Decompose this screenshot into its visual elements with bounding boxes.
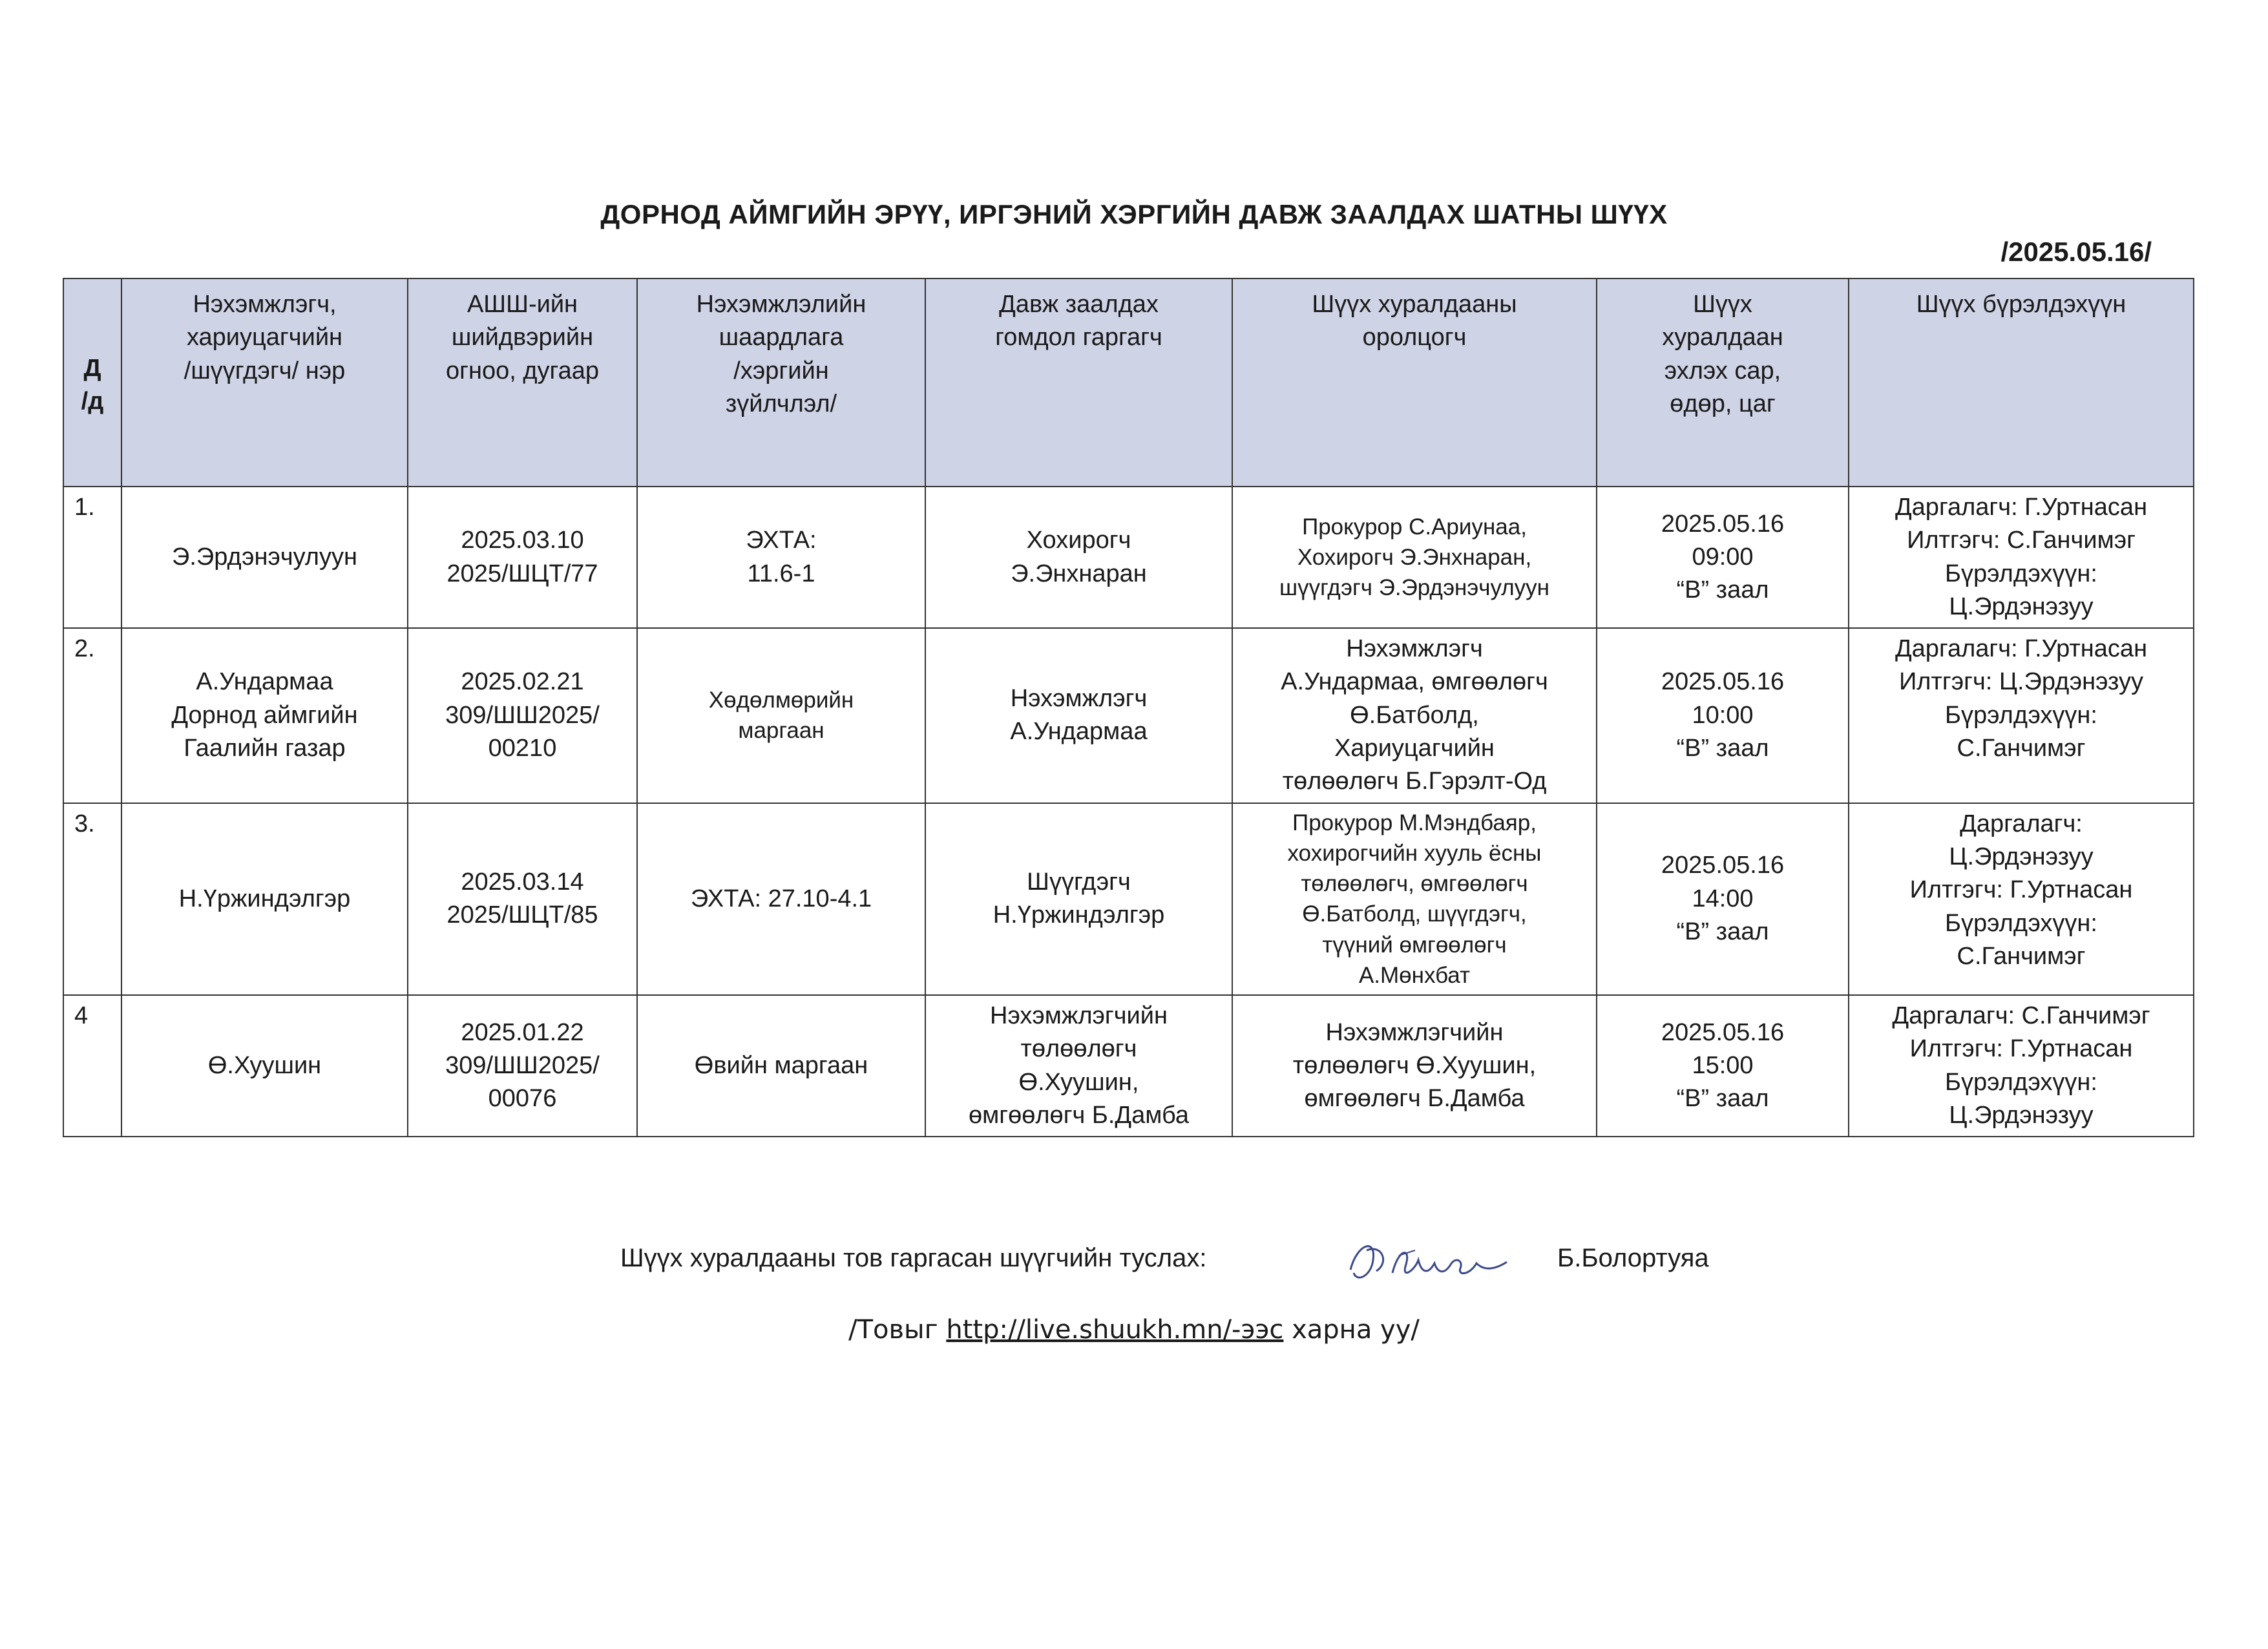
cell-line: Ө.Батболд, (1350, 701, 1479, 729)
cell-line: Илтгэгч: Г.Уртнасан (1909, 876, 2133, 904)
header-line: Давж заалдах (999, 291, 1159, 318)
cell-line: Даргалагч: Г.Уртнасан (1895, 635, 2148, 663)
cell-line: Ц.Эрдэнэзуу (1949, 843, 2094, 870)
cell-panel (1849, 487, 2194, 628)
cell-no: 2. (63, 628, 121, 803)
cell-line: 09:00 (1692, 543, 1754, 571)
cell-line: А.Ундармаа (196, 668, 333, 696)
cell-line: 15:00 (1692, 1052, 1754, 1080)
cell-line: Дорнод аймгийн (171, 701, 358, 729)
cell-line: 00076 (488, 1085, 557, 1113)
cell-line: Ө.Хуушин, (1018, 1068, 1139, 1096)
cell-line: Бүрэлдэхүүн: (1945, 909, 2097, 937)
table-row (63, 803, 2194, 996)
header-line: оролцогч (1362, 324, 1467, 352)
cell-line: Илтгэгч: Г.Уртнасан (1909, 1035, 2133, 1063)
cell-party (121, 803, 408, 996)
cell-line: Э.Энхнаран (1011, 560, 1147, 587)
hearing-schedule-table (63, 278, 2194, 1137)
cell-line: Өвийн маргаан (694, 1052, 868, 1080)
cell-line: Хохирогч (1026, 527, 1131, 554)
table-row (63, 487, 2194, 628)
cell-line: төлөөлөгч, өмгөөлөгч (1301, 871, 1528, 897)
cell-party (121, 995, 408, 1137)
cell-line: Даргалагч: Г.Уртнасан (1895, 494, 2148, 521)
cell-line: Илтгэгч: Ц.Эрдэнэзуу (1898, 668, 2144, 696)
column-header-appellant (925, 278, 1232, 487)
cell-decision (408, 628, 637, 803)
cell-line: хохирогчийн хууль ёсны (1287, 840, 1542, 866)
cell-line: 2025.05.16 (1661, 852, 1785, 879)
column-header-decision (408, 278, 637, 487)
cell-time (1597, 628, 1849, 803)
cell-claim (637, 803, 925, 996)
cell-line: ЭХТА: 27.10-4.1 (690, 885, 872, 912)
cell-party (121, 628, 408, 803)
cell-line: Даргалагч: С.Ганчимэг (1892, 1002, 2150, 1030)
signature-image (1338, 1224, 1518, 1296)
header-line: Нэхэмжлэлийн (696, 291, 866, 318)
cell-line: 2025/ШЦТ/85 (446, 901, 598, 929)
cell-line: 309/ШШ2025/ (445, 1052, 600, 1080)
header-line: шаардлага (719, 324, 844, 352)
cell-line: төлөөлөгч (1020, 1035, 1137, 1063)
cell-line: Хохирогч Э.Энхнаран, (1297, 544, 1532, 570)
column-header-panel (1849, 278, 2194, 487)
note-prefix: /Товыг (848, 1315, 947, 1345)
cell-appellant (925, 995, 1232, 1137)
cell-time (1597, 995, 1849, 1137)
cell-participants (1232, 995, 1597, 1137)
cell-participants (1232, 803, 1597, 996)
cell-line: өмгөөлөгч Б.Дамба (1304, 1085, 1525, 1113)
column-header-party (121, 278, 408, 487)
cell-line: 2025/ШЦТ/77 (446, 560, 598, 587)
cell-time (1597, 803, 1849, 996)
cell-line: Прокурор М.Мэндбаяр, (1292, 810, 1537, 835)
header-line: /хэргийн (733, 357, 829, 384)
column-header-time (1597, 278, 1849, 487)
cell-line: Н.Үржиндэлгэр (178, 885, 351, 912)
column-header-no (63, 278, 121, 487)
cell-decision (408, 995, 637, 1137)
cell-no: 3. (63, 803, 121, 996)
header-line: гомдол гаргагч (995, 324, 1162, 352)
cell-appellant (925, 487, 1232, 628)
header-line: хариуцагчийн (186, 324, 343, 352)
cell-time (1597, 487, 1849, 628)
cell-line: Ц.Эрдэнэзуу (1949, 593, 2094, 620)
header-line: АШШ-ийн (467, 291, 578, 318)
cell-line: Прокурор С.Ариунаа, (1302, 514, 1527, 540)
header-line: зүйлчлэл/ (725, 390, 837, 417)
cell-line: “В” заал (1676, 735, 1769, 762)
column-header-claim (637, 278, 925, 487)
cell-party (121, 487, 408, 628)
cell-panel (1849, 628, 2194, 803)
cell-line: Бүрэлдэхүүн: (1945, 701, 2097, 729)
cell-line: Илтгэгч: С.Ганчимэг (1907, 527, 2136, 554)
cell-line: А.Ундармаа (1010, 718, 1148, 746)
header-line: огноо, дугаар (446, 357, 599, 384)
schedule-note (0, 1315, 2268, 1345)
assistant-name: Б.Болортуяа (1557, 1244, 1709, 1272)
cell-claim (637, 995, 925, 1137)
cell-line: А.Мөнхбат (1358, 962, 1471, 988)
table-row (63, 628, 2194, 803)
header-line: шийдвэрийн (451, 324, 594, 352)
cell-line: 11.6-1 (747, 560, 815, 587)
cell-line: түүний өмгөөлөгч (1322, 932, 1507, 958)
cell-line: 2025.05.16 (1661, 1018, 1785, 1046)
cell-line: Гаалийн газар (184, 735, 346, 762)
cell-line: 2025.03.10 (461, 527, 584, 554)
table-row (63, 995, 2194, 1137)
note-suffix: харна уу/ (1283, 1315, 1420, 1345)
cell-appellant (925, 628, 1232, 803)
cell-line: 2025.05.16 (1661, 668, 1785, 696)
cell-line: Бүрэлдэхүүн: (1945, 560, 2097, 587)
header-line: /д (81, 388, 104, 415)
cell-line: 10:00 (1692, 701, 1754, 729)
cell-line: төлөөлөгч Б.Гэрэлт-Од (1282, 768, 1547, 795)
cell-line: “В” заал (1676, 576, 1769, 604)
cell-line: Шүүгдэгч (1027, 868, 1131, 896)
cell-line: “В” заал (1676, 918, 1769, 946)
cell-panel (1849, 995, 2194, 1137)
cell-line: Нэхэмжлэгчийн (1325, 1018, 1504, 1046)
column-header-participants (1232, 278, 1597, 487)
header-line: Шүүх (1693, 291, 1752, 318)
cell-line: “В” заал (1676, 1085, 1769, 1113)
cell-line: 2025.05.16 (1661, 510, 1785, 538)
cell-participants (1232, 487, 1597, 628)
cell-line: Хариуцагчийн (1334, 735, 1495, 762)
cell-no: 1. (63, 487, 121, 628)
cell-line: төлөөлөгч Ө.Хуушин, (1292, 1052, 1537, 1080)
cell-line: 00210 (488, 735, 557, 762)
cell-line: Нэхэмжлэгч (1346, 635, 1483, 663)
cell-line: Ц.Эрдэнэзуу (1949, 1102, 2094, 1129)
cell-line: ЭХТА: (746, 527, 817, 554)
table-header-row (63, 278, 2194, 487)
header-line: өдөр, цаг (1670, 390, 1776, 417)
cell-line: Хөдөлмөрийн (708, 688, 854, 713)
cell-line: Бүрэлдэхүүн: (1945, 1068, 2097, 1096)
header-line: хуралдаан (1662, 324, 1783, 352)
cell-line: шүүгдэгч Э.Эрдэнэчулуун (1279, 575, 1549, 601)
cell-line: 2025.02.21 (461, 668, 584, 696)
document-date: /2025.05.16/ (2000, 236, 2152, 267)
header-line: Нэхэмжлэгч, (193, 291, 337, 318)
cell-line: Нэхэмжлэгч (1010, 685, 1148, 713)
cell-decision (408, 803, 637, 996)
cell-line: Нэхэмжлэгчийн (990, 1002, 1168, 1030)
cell-line: 309/ШШ2025/ (445, 701, 600, 729)
cell-decision (408, 487, 637, 628)
cell-line: С.Ганчимэг (1957, 735, 2086, 762)
cell-line: А.Ундармаа, өмгөөлөгч (1281, 668, 1548, 696)
assistant-label: Шүүх хуралдааны тов гаргасан шүүгчийн туслах: (620, 1244, 1207, 1272)
document-title: ДОРНОД АЙМГИЙН ЭРҮҮ, ИРГЭНИЙ ХЭРГИЙН ДАВЖ ЗААЛДАХ ШАТНЫ ШҮҮХ (600, 199, 1668, 229)
cell-panel (1849, 803, 2194, 996)
header-line: /шүүгдэгч/ нэр (184, 357, 346, 384)
table-body (63, 487, 2194, 1137)
cell-line: Э.Эрдэнэчулуун (172, 543, 357, 571)
cell-line: 2025.03.14 (461, 868, 584, 896)
cell-participants (1232, 628, 1597, 803)
header-line: эхлэх сар, (1664, 357, 1781, 384)
cell-line: өмгөөлөгч Б.Дамба (969, 1102, 1189, 1129)
cell-line: Даргалагч: (1960, 810, 2083, 837)
header-line: Д (83, 354, 101, 382)
header-line: Шүүх бүрэлдэхүүн (1916, 291, 2126, 318)
cell-line: 14:00 (1692, 885, 1754, 912)
cell-appellant (925, 803, 1232, 996)
cell-line: Н.Үржиндэлгэр (992, 901, 1165, 929)
cell-line: маргаан (738, 718, 824, 744)
cell-no: 4 (63, 995, 121, 1137)
schedule-link[interactable]: http://live.shuukh.mn/-ээс (946, 1315, 1284, 1345)
header-line: Шүүх хуралдааны (1312, 291, 1517, 318)
cell-claim (637, 628, 925, 803)
cell-line: С.Ганчимэг (1957, 942, 2086, 970)
cell-line: Ө.Батболд, шүүгдэгч, (1302, 901, 1527, 927)
cell-line: Ө.Хуушин (207, 1052, 322, 1080)
cell-line: 2025.01.22 (461, 1018, 584, 1046)
cell-claim (637, 487, 925, 628)
